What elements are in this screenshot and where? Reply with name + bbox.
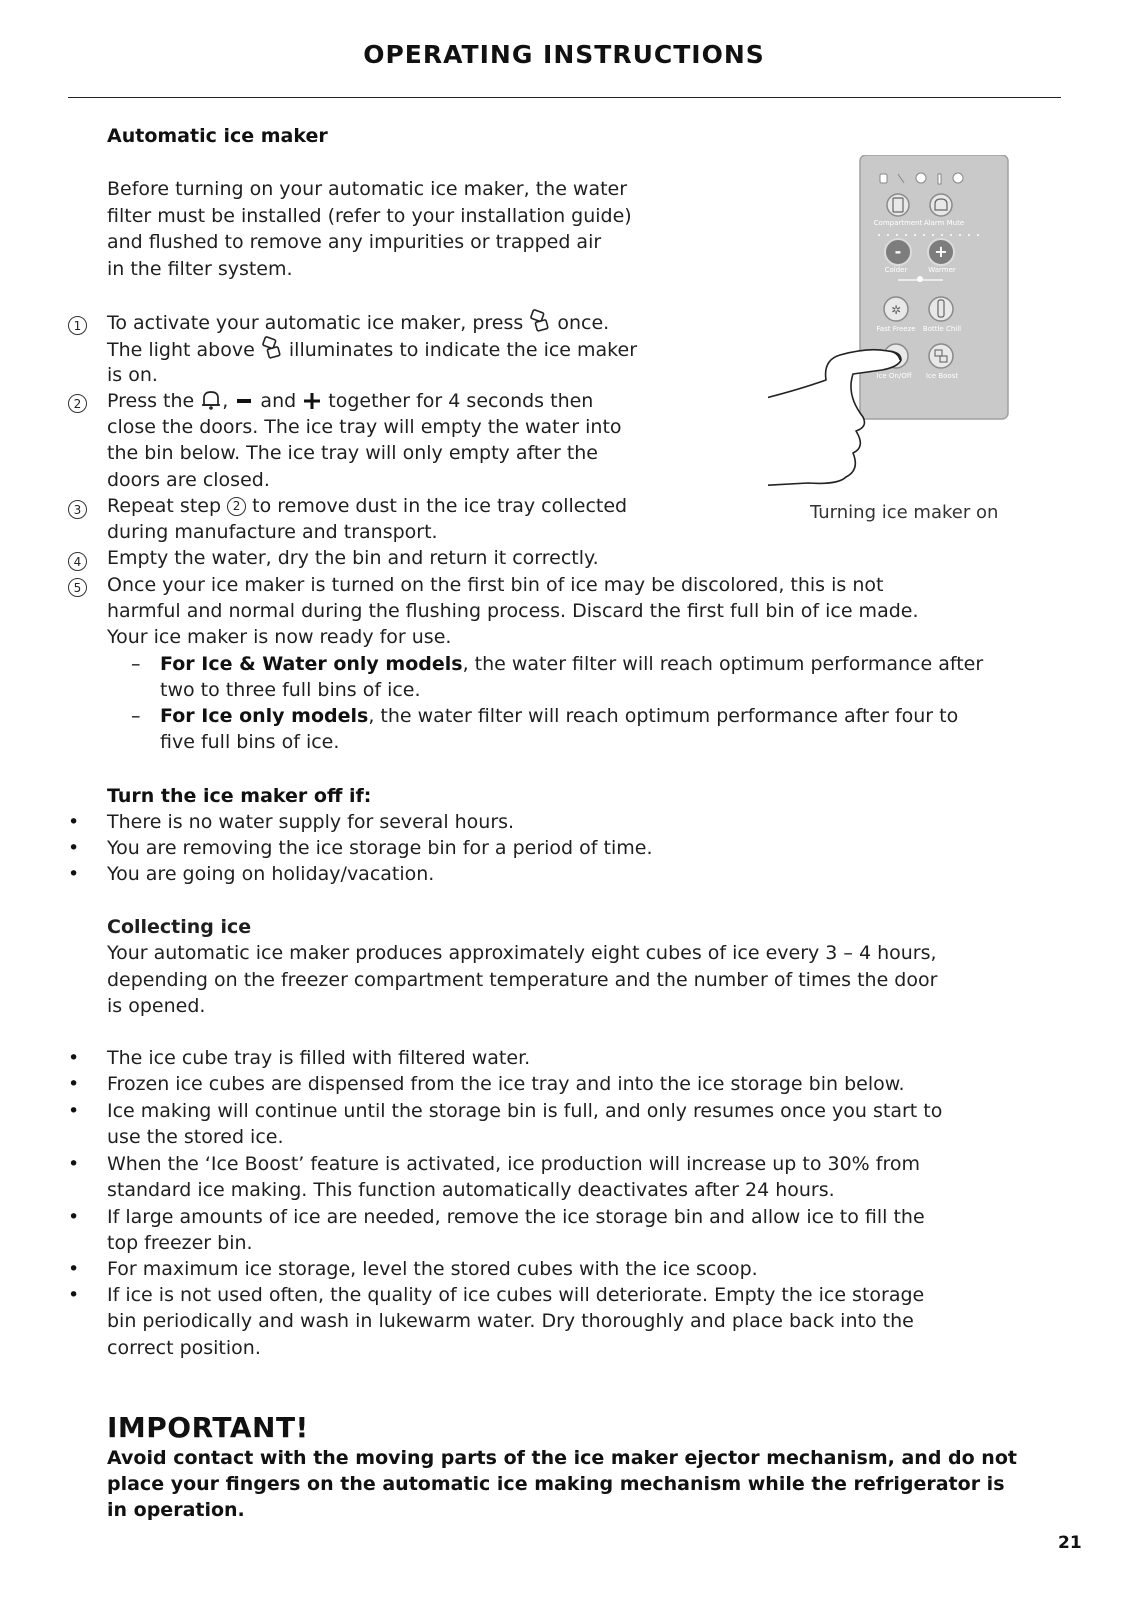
label-alarm-mute: Alarm Mute [923, 219, 965, 227]
label-fast-freeze: Fast Freeze [876, 325, 916, 333]
collecting-item: If ice is not used often, the quality of ice cubes will deteriorate. Empty the ice storage [107, 1284, 925, 1306]
collecting-item: If large amounts of ice are needed, remove the ice storage bin and allow ice to fill the [107, 1206, 925, 1228]
label-ice-boost: Ice Boost [925, 372, 959, 380]
step-5-line: Once your ice maker is turned on the first bin of ice may be discolored, this is not [107, 574, 884, 596]
step-number-1: 1 [68, 316, 87, 335]
collecting-item: For maximum ice storage, level the stored cubes with the ice scoop. [107, 1258, 758, 1280]
step-4-line-1: Empty the water, dry the bin and return it correctly. [107, 547, 599, 569]
collecting-item: Ice making will continue until the storage bin is full, and only resumes once you start to [107, 1100, 943, 1122]
step-number-4: 4 [68, 552, 87, 571]
collecting-item-cont: top freezer bin. [107, 1232, 253, 1254]
step-2-line-3: the bin below. The ice tray will only empty after the [107, 442, 598, 464]
collecting-intro-line: depending on the freezer compartment temperature and the number of times the door [107, 969, 938, 991]
step-number-5: 5 [68, 578, 87, 597]
sub-item-ice-water-models [160, 651, 983, 678]
step-text: and [260, 390, 297, 412]
collecting-item-cont: use the stored ice. [107, 1126, 284, 1148]
collecting-item-cont: standard ice making. This function automatically deactivates after 24 hours. [107, 1179, 835, 1201]
bullet: • [68, 1073, 80, 1095]
collecting-intro-line: Your automatic ice maker produces approximately eight cubes of ice every 3 – 4 hours, [107, 942, 937, 964]
important-line: place your fingers on the automatic ice making mechanism while the refrigerator is [107, 1473, 1005, 1495]
step-text: Press the [107, 390, 195, 412]
figure-plus-button: + [934, 242, 948, 261]
intro-line: Before turning on your automatic ice maker, the water [107, 178, 628, 200]
bullet: • [68, 1047, 80, 1069]
collecting-item-cont: bin periodically and wash in lukewarm water. Dry thoroughly and place back into the [107, 1310, 914, 1332]
intro-line: filter must be installed (refer to your installation guide) [107, 205, 632, 227]
turn-off-heading: Turn the ice maker off if: [107, 785, 372, 807]
snowflake-icon: ✲ [890, 303, 902, 317]
collecting-item-cont: correct position. [107, 1337, 261, 1359]
bullet: • [68, 1258, 80, 1280]
important-heading: IMPORTANT! [107, 1411, 309, 1444]
bullet: • [68, 1100, 80, 1122]
collecting-heading: Collecting ice [107, 916, 252, 938]
sub-item-ice-only-models [160, 703, 958, 730]
control-panel-illustration [768, 155, 1028, 504]
sub-item-bold: For Ice & Water only models [160, 653, 463, 675]
collecting-intro-line: is opened. [107, 995, 206, 1017]
section-heading-automatic-ice-maker: Automatic ice maker [107, 125, 328, 147]
step-text: once. [557, 312, 610, 334]
sub-item-bold: For Ice only models [160, 705, 369, 727]
step-5-line: Your ice maker is now ready for use. [107, 626, 452, 648]
step-number-3: 3 [68, 500, 87, 519]
collecting-item: When the ‘Ice Boost’ feature is activated, ice production will increase up to 30% from [107, 1153, 920, 1175]
bullet: • [68, 837, 80, 859]
label-warmer: Warmer [928, 266, 956, 274]
step-2-line-4: doors are closed. [107, 469, 270, 491]
step-text: To activate your automatic ice maker, press [107, 312, 524, 334]
step-3-line-1 [107, 493, 627, 520]
bullet: • [68, 1284, 80, 1306]
step-text: The light above [107, 339, 255, 361]
figure-minus-button: - [894, 242, 902, 261]
step-text: together for 4 seconds then [328, 390, 594, 412]
important-line: Avoid contact with the moving parts of the ice maker ejector mechanism, and do not [107, 1447, 1017, 1469]
sub-item-line-2: two to three full bins of ice. [160, 679, 421, 701]
step-text: illuminates to indicate the ice maker [288, 339, 638, 361]
bullet: • [68, 811, 80, 833]
intro-line: in the filter system. [107, 258, 293, 280]
step-3-line-2: during manufacture and transport. [107, 521, 438, 543]
step-1-line-3: is on. [107, 364, 158, 386]
important-line: in operation. [107, 1499, 245, 1521]
ice-maker-icon [261, 336, 283, 368]
step-5-line: harmful and normal during the flushing process. Discard the first full bin of ice made. [107, 600, 919, 622]
turn-off-item: You are removing the ice storage bin for a period of time. [107, 837, 653, 859]
label-ice-onoff: Ice On/Off [876, 372, 912, 380]
intro-line: and flushed to remove any impurities or trapped air [107, 231, 602, 253]
turn-off-item: There is no water supply for several hours. [107, 811, 515, 833]
sub-item-line-2: five full bins of ice. [160, 731, 340, 753]
sub-item-text: , the water filter will reach optimum performance after four to [368, 705, 959, 727]
label-compartment: Compartment [873, 219, 923, 227]
step-2-line-2: close the doors. The ice tray will empty the water into [107, 416, 622, 438]
sub-item-dash: – [131, 653, 141, 675]
label-bottle-chill: Bottle Chill [922, 325, 962, 333]
step-text: , [222, 390, 229, 412]
page-title: OPERATING INSTRUCTIONS [363, 40, 765, 69]
step-reference-2: 2 [227, 497, 246, 516]
step-1-line-2 [107, 336, 637, 368]
step-text: Repeat step [107, 495, 222, 517]
sub-item-text: , the water filter will reach optimum performance after [462, 653, 984, 675]
bullet: • [68, 1206, 80, 1228]
figure-caption: Turning ice maker on [810, 502, 999, 523]
label-colder: Colder [884, 266, 908, 274]
header-divider [68, 97, 1061, 98]
collecting-item: The ice cube tray is filled with filtered water. [107, 1047, 531, 1069]
page-number: 21 [1058, 1533, 1082, 1553]
turn-off-item: You are going on holiday/vacation. [107, 863, 435, 885]
sub-item-dash: – [131, 705, 141, 727]
collecting-item: Frozen ice cubes are dispensed from the ice tray and into the ice storage bin below. [107, 1073, 905, 1095]
step-text: to remove dust in the ice tray collected [252, 495, 628, 517]
bullet: • [68, 1153, 80, 1175]
step-number-2: 2 [68, 394, 87, 413]
bullet: • [68, 863, 80, 885]
